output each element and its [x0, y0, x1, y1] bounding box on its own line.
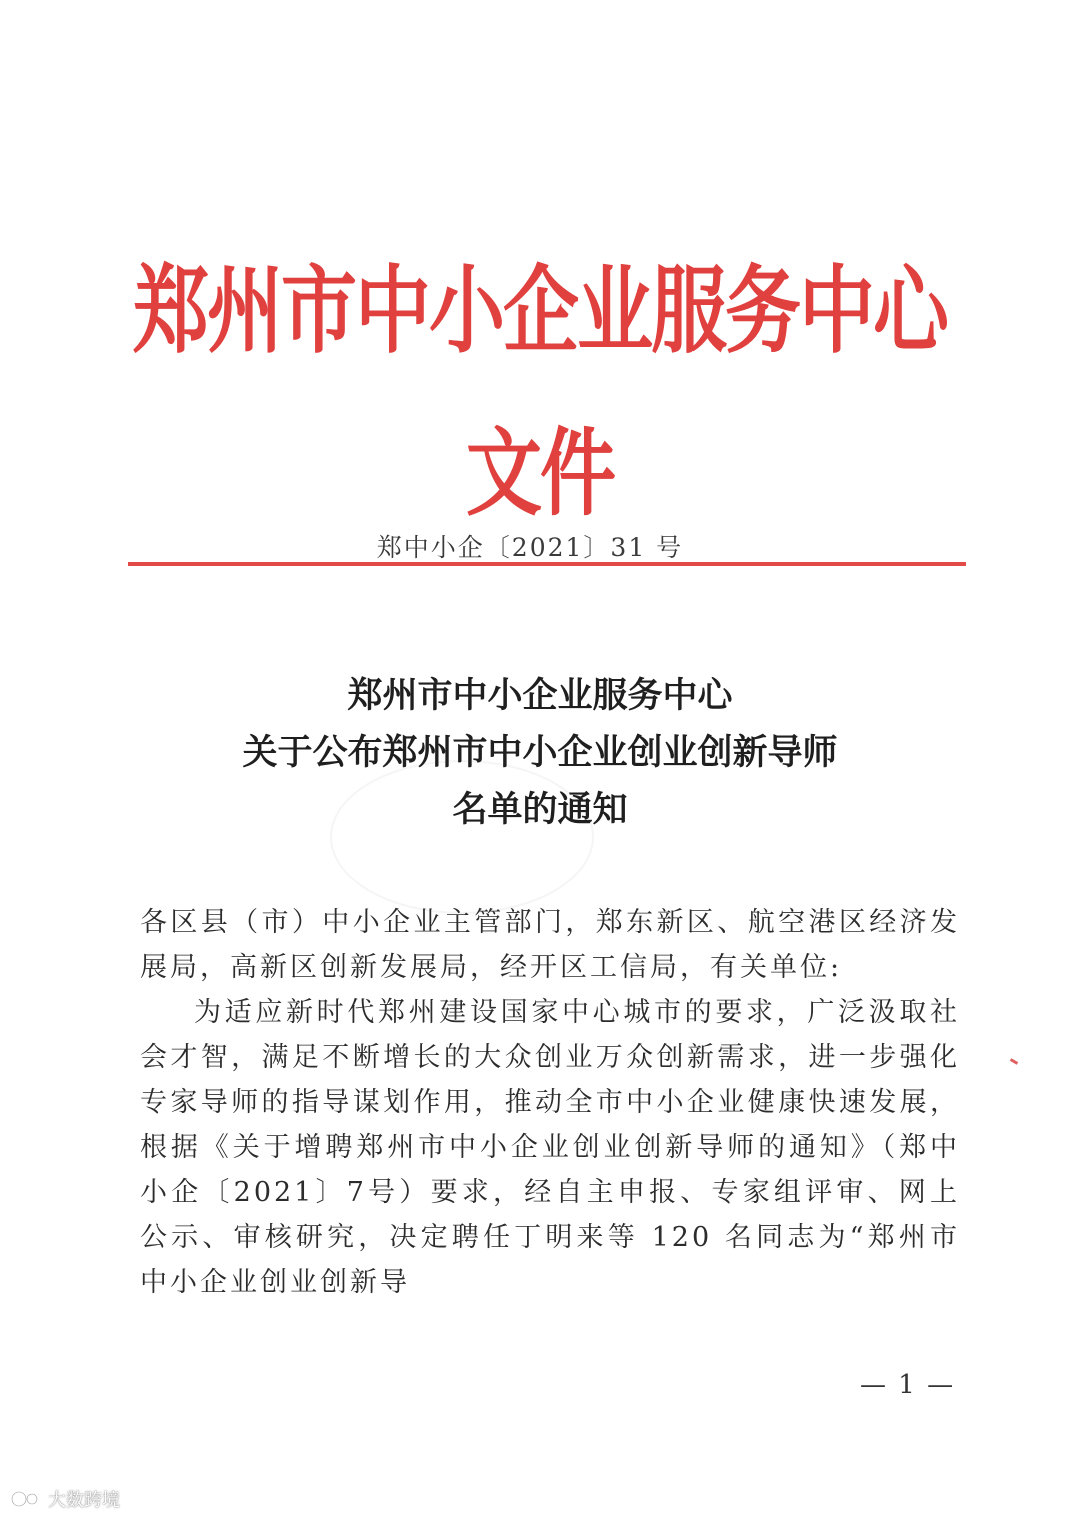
- agency-header-title: 郑州市中小企业服务中心文件: [133, 254, 947, 529]
- document-number: 郑中小企〔2021〕31 号: [376, 533, 684, 562]
- page-number: — 1 —: [860, 1370, 956, 1400]
- title-line-1: 郑州市中小企业服务中心: [347, 676, 733, 716]
- watermark-logo-icon: [10, 1488, 44, 1510]
- red-ink-mark: [1010, 1058, 1018, 1065]
- title-line-3: 名单的通知: [452, 790, 628, 830]
- red-divider-line: [128, 562, 966, 566]
- notice-body: [140, 900, 960, 1305]
- notice-title: [100, 668, 980, 839]
- source-watermark: [10, 1486, 120, 1512]
- recipients-paragraph: 各区县（市）中小企业主管部门，郑东新区、航空港区经济发展局，高新区创新发展局，经开区工信局，有关单位:: [140, 907, 960, 983]
- watermark-text: 大数跨境: [48, 1490, 120, 1511]
- body-paragraph-1: 为适应新时代郑州建设国家中心城市的要求，广泛汲取社会才智，满足不断增长的大众创业万众创新需求，进一步强化专家导师的指导谋划作用，推动全市中小企业健康快速发展，根据《关于增聘郑州市中小企业创业创新导师的通知》（郑中小企〔2021〕7号）要求，经自主申报、专家组评审、网上公示、审核研究，决定聘任丁明来等 120 名同志为“郑州市中小企业创业创新导: [140, 997, 960, 1298]
- title-line-2: 关于公布郑州市中小企业创业创新导师: [242, 733, 838, 773]
